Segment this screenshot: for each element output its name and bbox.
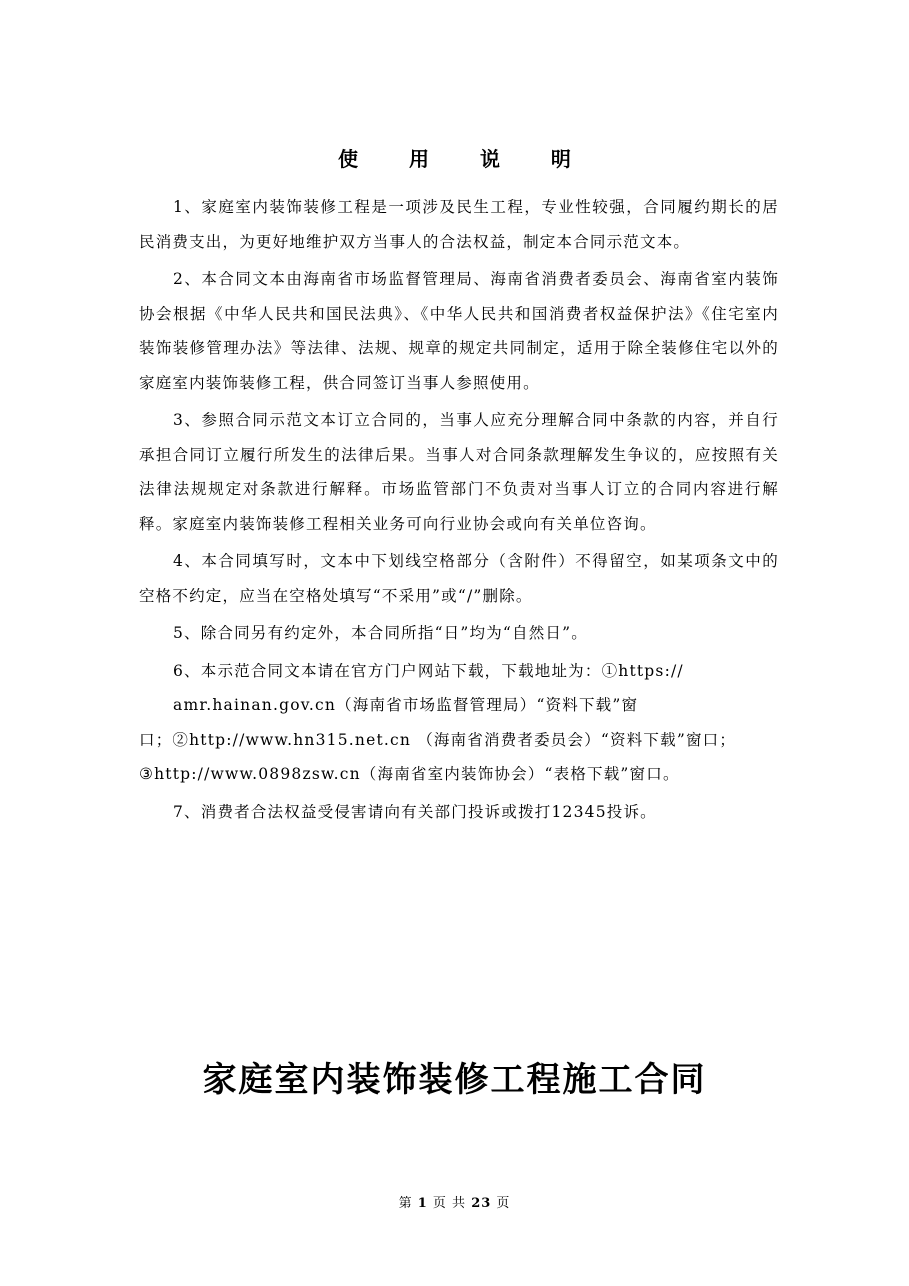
footer-total-pages: 23 bbox=[471, 1196, 492, 1211]
usage-instructions-heading: 使 用 说 明 bbox=[338, 147, 593, 171]
instructions-body bbox=[139, 190, 779, 832]
contract-title: 家庭室内装饰装修工程施工合同 bbox=[202, 1060, 707, 1100]
instruction-item-5: 5、除合同另有约定外，本合同所指“日”均为“自然日”。 bbox=[173, 624, 588, 642]
footer-current-page: 1 bbox=[417, 1196, 428, 1211]
instruction-item-3: 3、参照合同示范文本订立合同的，当事人应充分理解合同中条款的内容，并自行承担合同订立履行所发生的法律后果。当事人对合同条款理解发生争议的，应按照有关法律法规规定对条款进行解释。市场监管部门不负责对当事人订立的合同内容进行解释。家庭室内装饰装修工程相关业务可向行业协会或向有关单位咨询。 bbox=[139, 411, 779, 533]
footer-suffix: 页 bbox=[496, 1196, 511, 1211]
page-number-footer bbox=[0, 1192, 909, 1211]
instruction-item-6-line-1: 6、本示范合同文本请在官方门户网站下载，下载地址为：①https:// bbox=[173, 661, 684, 680]
footer-middle: 页 共 bbox=[432, 1196, 467, 1211]
instruction-item-6-line-2: amr.hainan.gov.cn（海南省市场监督管理局）“资料下载”窗 bbox=[173, 696, 639, 714]
instruction-item-4: 4、本合同填写时，文本中下划线空格部分（含附件）不得留空，如某项条文中的空格不约定，应当在空格处填写“不采用”或“/”删除。 bbox=[139, 552, 779, 605]
instruction-item-7: 7、消费者合法权益受侵害请向有关部门投诉或拨打12345投诉。 bbox=[173, 802, 657, 821]
instruction-item-1: 1、家庭室内装饰装修工程是一项涉及民生工程，专业性较强，合同履约期长的居民消费支出，为更好地维护双方当事人的合法权益，制定本合同示范文本。 bbox=[139, 198, 779, 251]
instruction-item-2: 2、本合同文本由海南省市场监督管理局、海南省消费者委员会、海南省室内装饰协会根据《中华人民共和国民法典》、《中华人民共和国消费者权益保护法》《住宅室内装饰装修管理办法》等法律、法规、规章的规定共同制定，适用于除全装修住宅以外的家庭室内装饰装修工程，供合同签订当事人参照使用。 bbox=[139, 270, 779, 392]
instruction-item-6-line-3: 口；②http://www.hn315.net.cn （海南省消费者委员会）“资料下载”窗口； bbox=[139, 730, 737, 749]
footer-prefix: 第 bbox=[398, 1196, 413, 1211]
instruction-item-6-line-4: ③http://www.0898zsw.cn（海南省室内装饰协会）“表格下载”窗口。 bbox=[139, 765, 680, 783]
